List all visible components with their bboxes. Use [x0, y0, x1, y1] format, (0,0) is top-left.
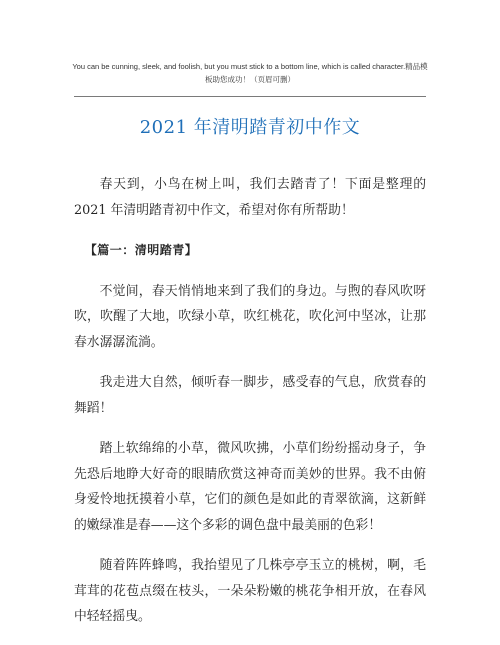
section-heading: 【篇一：清明踏青】: [84, 243, 198, 257]
body-paragraph: 我走进大自然，倾听春一脚步，感受春的气息，欣赏春的舞蹈！: [74, 375, 426, 416]
header-divider: [74, 96, 426, 97]
body-paragraph: 踏上软绵绵的小草，微风吹拂，小草们纷纷摇动身子，争先恐后地睁大好奇的眼睛欣赏这神奇而美妙的世界。我不由俯身爱怜地抚摸着小草，它们的颜色是如此的青翠欲滴，这新鲜的嫩绿准是春——这个多彩的调色盘中最美丽的色彩！: [74, 441, 426, 533]
body-paragraph: 不觉间，春天悄悄地来到了我们的身边。与煦的春风吹呀吹，吹醒了大地，吹绿小草，吹红桃花，吹化河中坚冰，让那春水潺潺流淌。: [74, 283, 426, 350]
intro-paragraph: 春天到，小鸟在树上叫，我们去踏青了！下面是整理的 2021 年清明踏青初中作文，希望对你有所帮助！: [74, 177, 426, 218]
body-paragraph: 随着阵阵蜂鸣，我抬望见了几株亭亭玉立的桃树，啊，毛茸茸的花苞点缀在枝头，一朵朵粉嫩的桃花争相开放，在春风中轻轻摇曳。: [74, 558, 426, 624]
page-header-note: You can be cunning, sleek, and foolish, but you must stick to a bottom line, which is called character.精品模板助您成功！（页眉可删）: [72, 62, 428, 84]
document-title: 2021 年清明踏青初中作文: [139, 117, 361, 138]
document-body: [74, 172, 426, 645]
